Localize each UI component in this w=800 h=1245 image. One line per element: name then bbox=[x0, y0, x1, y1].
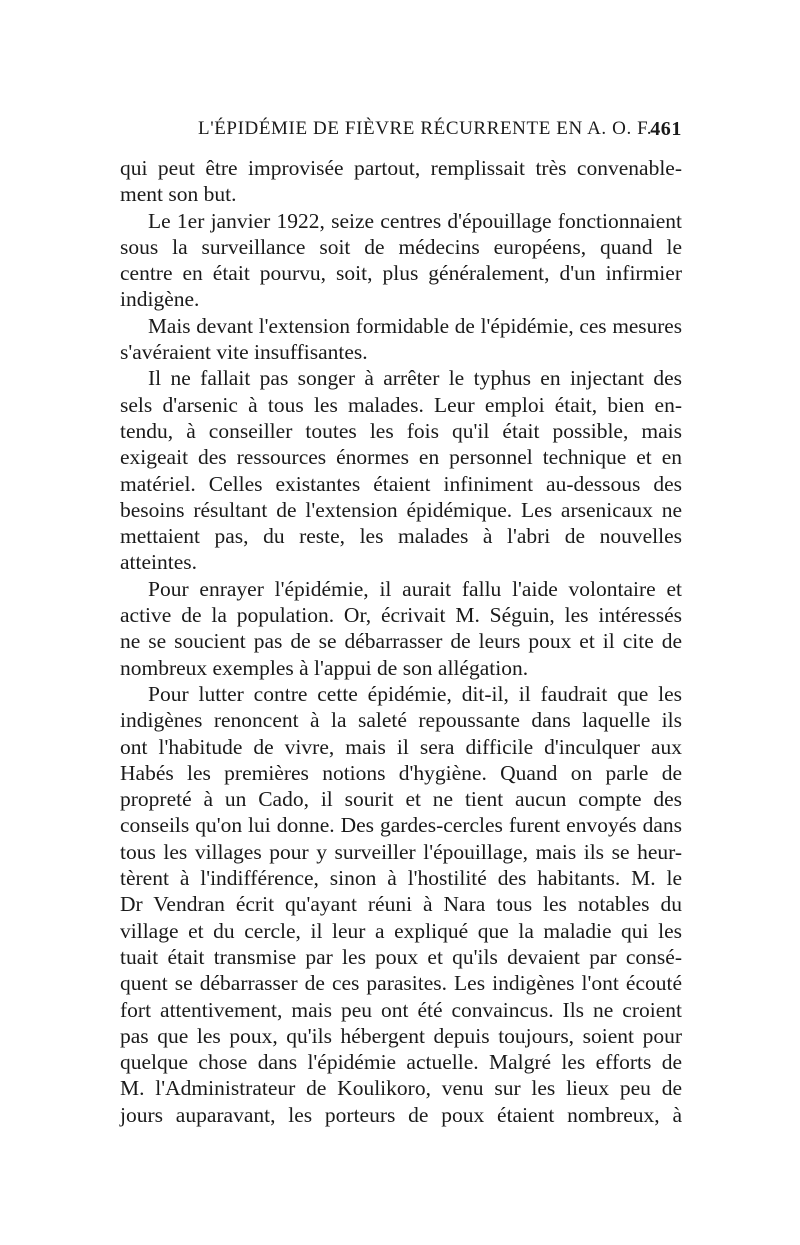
text-line: centre en était pourvu, soit, plus généralement, d'un infirmier bbox=[120, 261, 682, 286]
text-line: Pour enrayer l'épidémie, il aurait fallu l'aide volontaire et bbox=[148, 576, 682, 601]
body-text bbox=[120, 155, 682, 1128]
text-line: qui peut être improvisée partout, remplissait très convenable- bbox=[120, 156, 682, 180]
running-title: L'ÉPIDÉMIE DE FIÈVRE RÉCURRENTE EN A. O. F. bbox=[198, 118, 653, 139]
text-line: besoins résultant de l'extension épidémique. Les arsenicaux ne bbox=[120, 497, 682, 522]
text-line: tèrent à l'indifférence, sinon à l'hostilité des habitants. M. le bbox=[120, 866, 682, 891]
text-line: indigènes renoncent à la saleté repoussante dans laquelle ils bbox=[120, 708, 682, 733]
text-line: Le 1er janvier 1922, seize centres d'épouillage fonctionnaient bbox=[148, 208, 682, 233]
text-line: pas que les poux, qu'ils hébergent depuis toujours, soient pour bbox=[120, 1023, 682, 1048]
text-line: Habés les premières notions d'hygiène. Quand on parle de bbox=[120, 760, 682, 785]
text-line: Dr Vendran écrit qu'ayant réuni à Nara tous les notables du bbox=[120, 892, 682, 917]
text-line: mettaient pas, du reste, les malades à l'abri de nouvelles bbox=[120, 524, 682, 549]
text-line: ont l'habitude de vivre, mais il sera difficile d'inculquer aux bbox=[120, 734, 682, 759]
text-line: s'avéraient vite insuffisantes. bbox=[120, 340, 368, 365]
text-line: exigeait des ressources énormes en personnel technique et en bbox=[120, 445, 682, 470]
running-head bbox=[120, 118, 682, 148]
text-line: village et du cercle, il leur a expliqué que la maladie qui les bbox=[120, 918, 682, 943]
text-line: conseils qu'on lui donne. Des gardes-cercles furent envoyés dans bbox=[120, 813, 682, 838]
text-line: tous les villages pour y surveiller l'épouillage, mais ils se heur- bbox=[120, 839, 682, 864]
text-line: tuait était transmise par les poux et qu'ils devaient par consé- bbox=[120, 944, 682, 969]
text-line: quelque chose dans l'épidémie actuelle. Malgré les efforts de bbox=[120, 1050, 682, 1075]
text-line: sous la surveillance soit de médecins européens, quand le bbox=[120, 234, 682, 259]
page-number: 461 bbox=[650, 118, 682, 140]
text-line: ne se soucient pas de se débarrasser de leurs poux et il cite de bbox=[120, 629, 682, 654]
text-line: ment son but. bbox=[120, 182, 237, 207]
text-line: active de la population. Or, écrivait M. Séguin, les intéressés bbox=[120, 603, 682, 628]
text-line: atteintes. bbox=[120, 550, 198, 575]
text-line: indigène. bbox=[120, 287, 200, 312]
text-line: tendu, à conseiller toutes les fois qu'il était possible, mais bbox=[120, 418, 682, 443]
text-line: jours auparavant, les porteurs de poux étaient nombreux, à bbox=[120, 1102, 682, 1127]
text-line: nombreux exemples à l'appui de son allégation. bbox=[120, 655, 529, 680]
text-line: quent se débarrasser de ces parasites. Les indigènes l'ont écouté bbox=[120, 971, 682, 996]
text-line: M. l'Administrateur de Koulikoro, venu sur les lieux peu de bbox=[120, 1076, 682, 1101]
text-line: Pour lutter contre cette épidémie, dit-il, il faudrait que les bbox=[148, 681, 682, 706]
text-line: propreté à un Cado, il sourit et ne tient aucun compte des bbox=[120, 787, 682, 812]
text-line: fort attentivement, mais peu ont été convaincus. Ils ne croient bbox=[120, 997, 682, 1022]
text-line: Mais devant l'extension formidable de l'épidémie, ces mesures bbox=[148, 313, 682, 338]
text-line: sels d'arsenic à tous les malades. Leur emploi était, bien en- bbox=[120, 392, 682, 417]
text-line: Il ne fallait pas songer à arrêter le typhus en injectant des bbox=[148, 366, 682, 391]
text-line: matériel. Celles existantes étaient infiniment au-dessous des bbox=[120, 471, 682, 496]
